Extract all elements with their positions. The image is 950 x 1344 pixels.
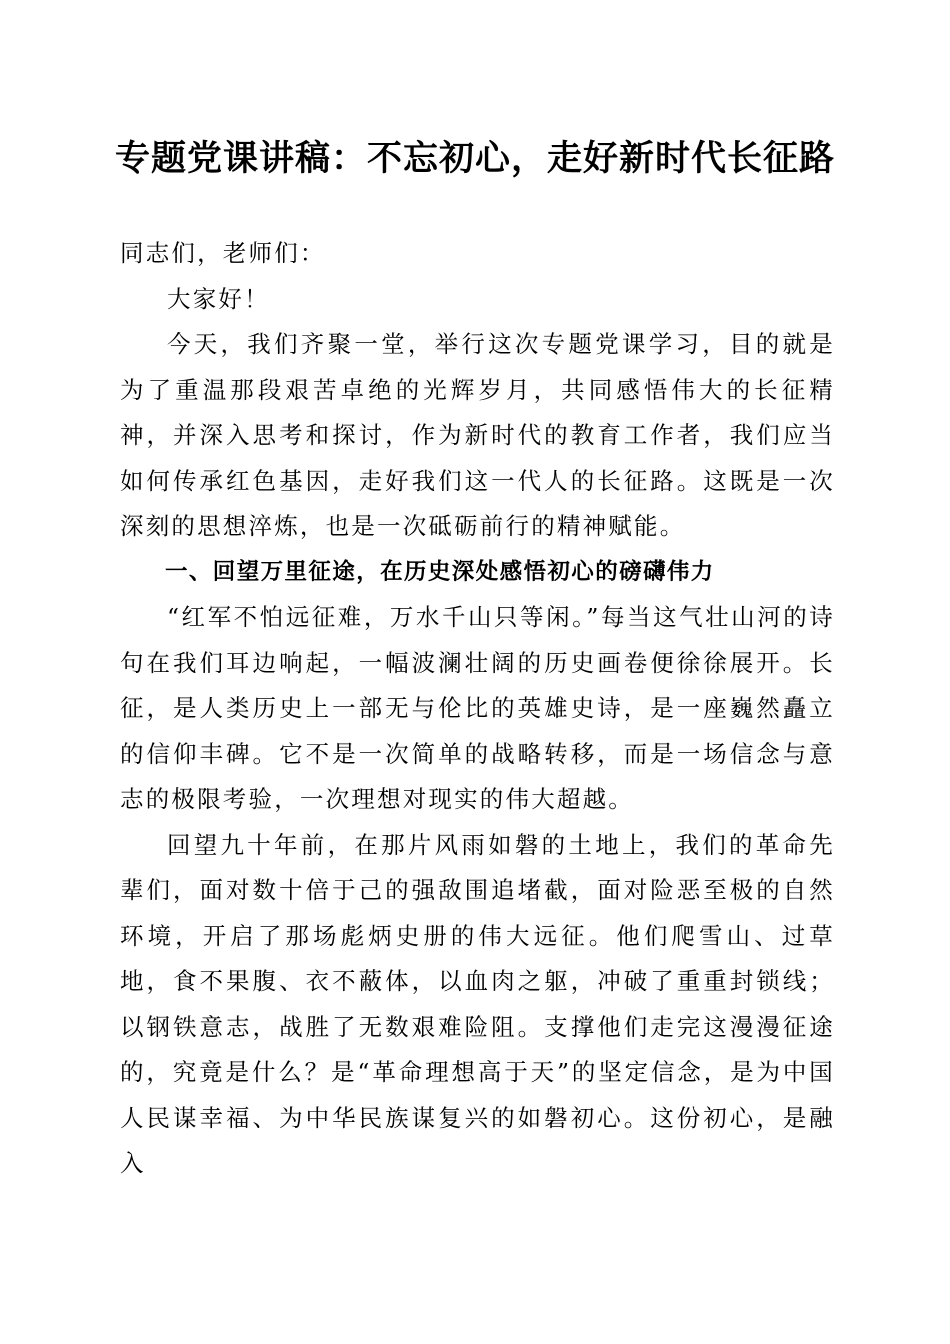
- document-title: 专题党课讲稿：不忘初心，走好新时代长征路: [114, 138, 835, 179]
- section-paragraph: 回望九十年前，在那片风雨如磐的土地上，我们的革命先辈们，面对数十倍于己的强敌围追堵截，面对险恶至极的自然环境，开启了那场彪炳史册的伟大远征。他们爬雪山、过草地，食不果腹、衣不蔽体，以血肉之躯，冲破了重重封锁线；以钢铁意志，战胜了无数艰难险阻。支撑他们走完这漫漫征途的，究竟是什么？是“革命理想高于天”的坚定信念，是为中国人民谋幸福、为中华民族谋复兴的如磐初心。这份初心，是融入: [120, 830, 835, 1177]
- salutation: 同志们，老师们：: [120, 239, 326, 267]
- document-body: [120, 231, 835, 1187]
- section-paragraph: “红军不怕远征难，万水千山只等闲。”每当这气壮山河的诗句在我们耳边响起，一幅波澜壮阔的历史画卷便徐徐展开。长征，是人类历史上一部无与伦比的英雄史诗，是一座巍然矗立的信仰丰碑。它不是一次简单的战略转移，而是一场信念与意志的极限考验，一次理想对现实的伟大超越。: [120, 603, 835, 813]
- intro-paragraph: 今天，我们齐聚一堂，举行这次专题党课学习，目的就是为了重温那段艰苦卓绝的光辉岁月，共同感悟伟大的长征精神，并深入思考和探讨，作为新时代的教育工作者，我们应当如何传承红色基因，走好我们这一代人的长征路。这既是一次深刻的思想淬炼，也是一次砥砺前行的精神赋能。: [120, 330, 835, 540]
- greeting: 大家好！: [167, 284, 270, 313]
- section-heading: 一、回望万里征途，在历史深处感悟初心的磅礴伟力: [165, 558, 715, 585]
